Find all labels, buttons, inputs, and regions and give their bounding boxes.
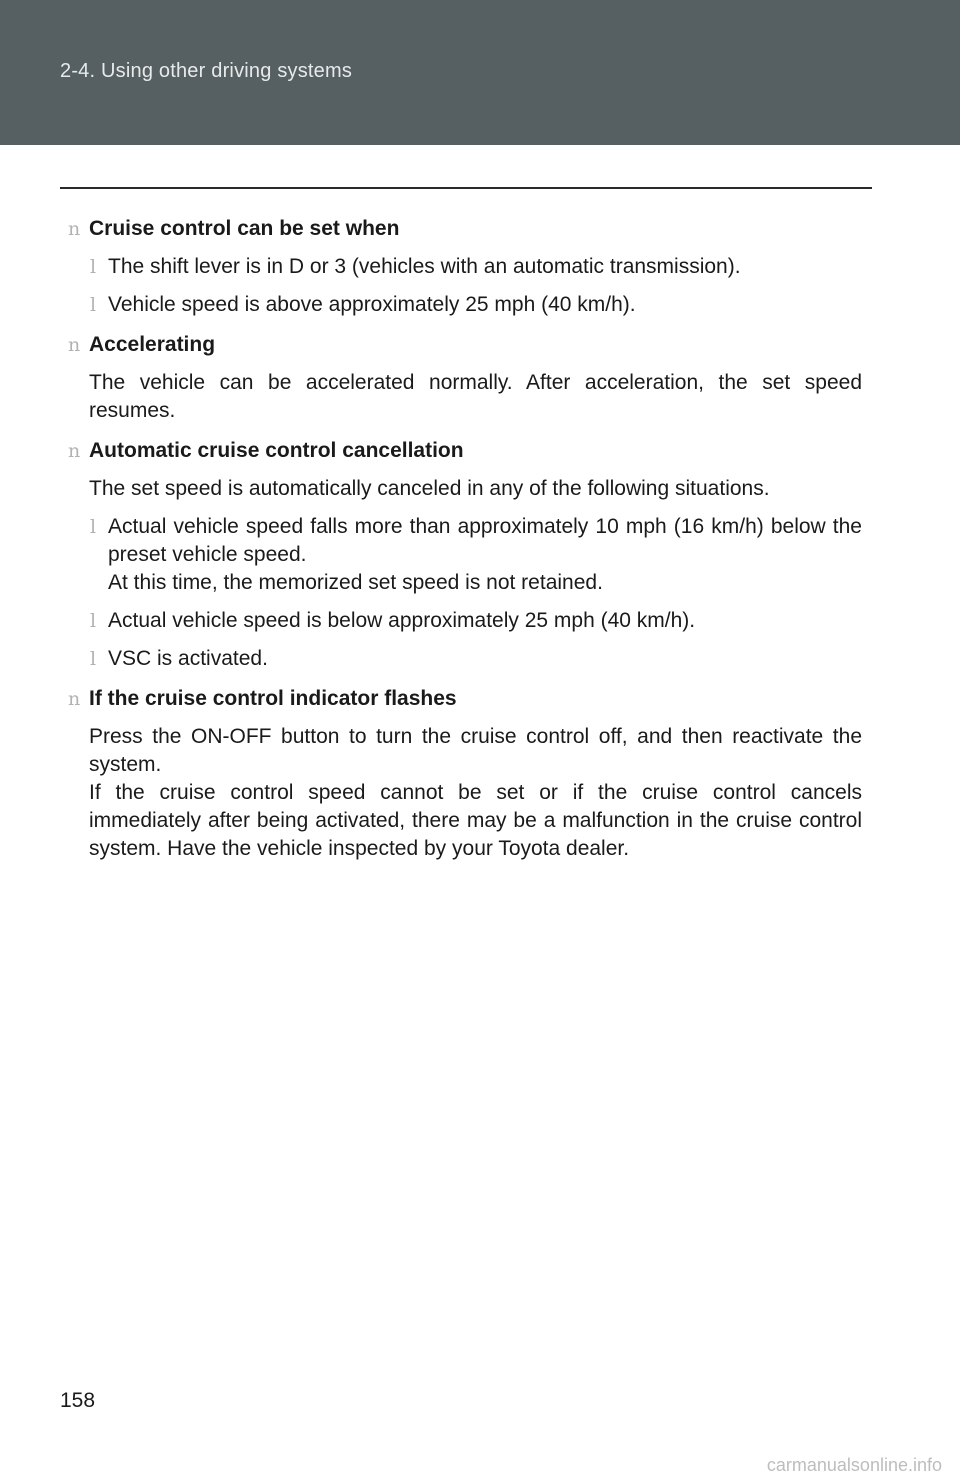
paragraph xyxy=(60,723,862,863)
section-heading xyxy=(60,685,862,713)
watermark: carmanualsonline.info xyxy=(766,1455,942,1475)
bullet-note: At this time, the memorized set speed is not retained. xyxy=(108,571,603,594)
bullet-text: Vehicle speed is above approximately 25 mph (40 km/h). xyxy=(108,293,636,316)
section-heading xyxy=(60,437,862,465)
bullet-marker-icon: l xyxy=(90,294,97,316)
page-number: 158 xyxy=(60,1389,96,1412)
section-heading-text: If the cruise control indicator flashes xyxy=(89,687,457,710)
section-heading xyxy=(60,215,862,243)
section-divider xyxy=(60,187,872,189)
bullet-item xyxy=(60,607,862,635)
section-marker-icon: n xyxy=(68,688,81,710)
bullet-text: Actual vehicle speed falls more than approximately 10 mph (16 km/h) below the preset vehicle speed. xyxy=(108,515,862,566)
page-content xyxy=(60,215,862,863)
bullet-text: The shift lever is in D or 3 (vehicles with an automatic transmission). xyxy=(108,255,741,278)
paragraph-text: If the cruise control speed cannot be set or if the cruise control cancels immediately after being activated, there may be a malfunction in the cruise control system. Have the vehicle inspected by your Toyota dealer. xyxy=(89,781,862,860)
section-marker-icon: n xyxy=(68,440,81,462)
bullet-item xyxy=(60,291,862,319)
bullet-marker-icon: l xyxy=(90,610,97,632)
bullet-item xyxy=(60,253,862,281)
section-marker-icon: n xyxy=(68,218,81,240)
chapter-title: 2-4. Using other driving systems xyxy=(60,60,353,82)
section-heading-text: Accelerating xyxy=(89,333,216,356)
paragraph: The set speed is automatically canceled in any of the following situations. xyxy=(89,477,770,500)
section-heading-text: Cruise control can be set when xyxy=(89,217,400,240)
paragraph-text: Press the ON-OFF button to turn the cruise control off, and then reactivate the system. xyxy=(89,725,862,776)
bullet-item xyxy=(60,513,862,597)
section-marker-icon: n xyxy=(68,334,81,356)
bullet-item xyxy=(60,645,862,673)
bullet-marker-icon: l xyxy=(90,648,97,670)
section-heading-text: Automatic cruise control cancellation xyxy=(89,439,464,462)
paragraph: The vehicle can be accelerated normally. After acceleration, the set speed resumes. xyxy=(89,371,862,422)
bullet-marker-icon: l xyxy=(90,256,97,278)
chapter-header xyxy=(0,0,960,145)
bullet-text: VSC is activated. xyxy=(108,647,268,670)
bullet-text: Actual vehicle speed is below approximately 25 mph (40 km/h). xyxy=(108,609,696,632)
bullet-marker-icon: l xyxy=(90,516,97,538)
section-heading xyxy=(60,331,862,359)
